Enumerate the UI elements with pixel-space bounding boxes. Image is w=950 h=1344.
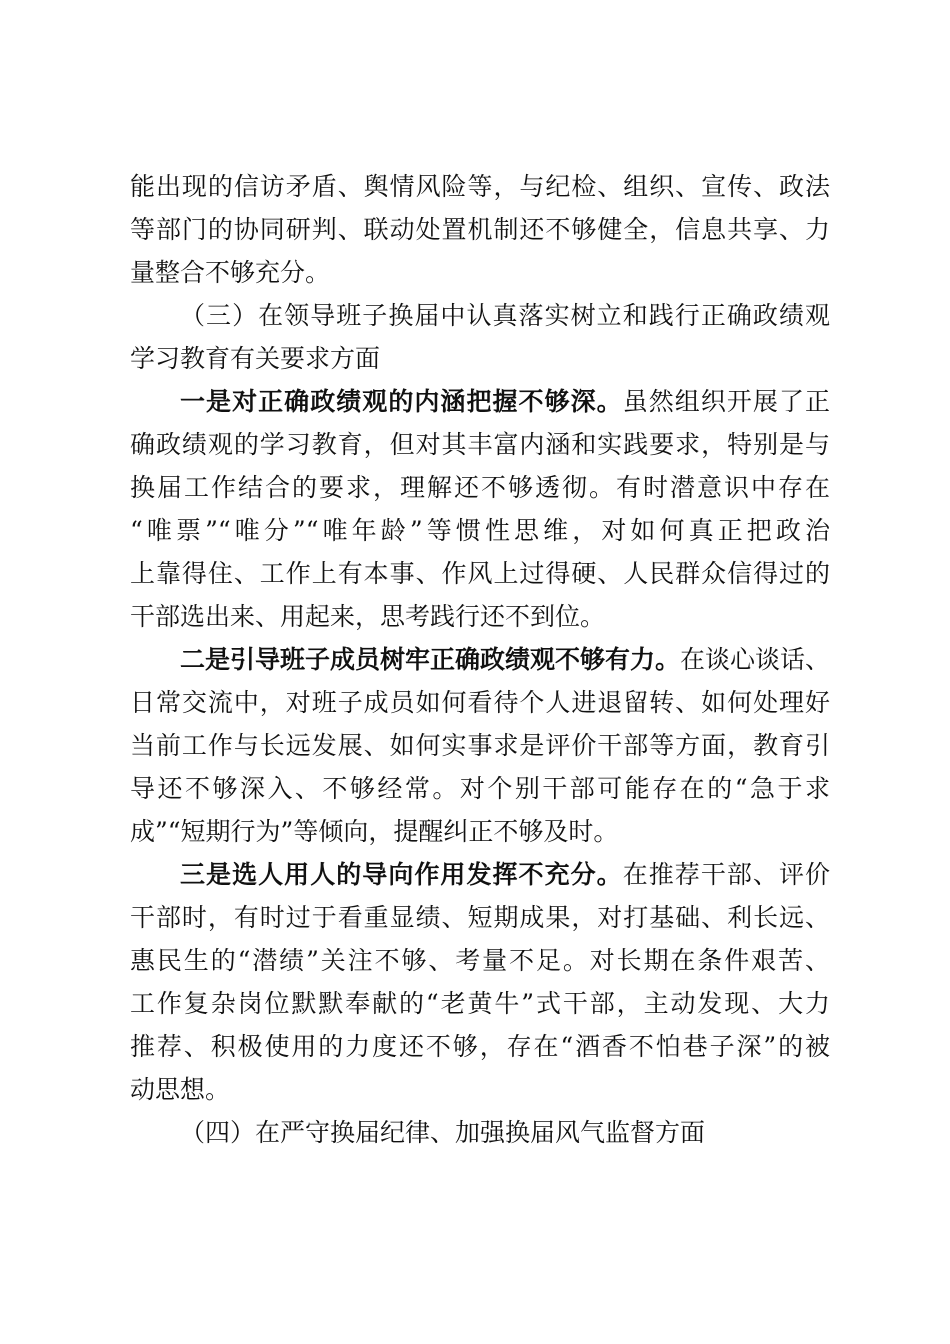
body-text-line: 等部门的协同研判、联动处置机制还不够健全，信息共享、力 — [130, 215, 830, 244]
body-text-line: 干部时，有时过于看重显绩、短期成果，对打基础、利长远、 — [130, 903, 830, 932]
section-heading: （四）在严守换届纪律、加强换届风气监督方面 — [180, 1118, 706, 1147]
body-text-line: 日常交流中，对班子成员如何看待个人进退留转、如何处理好 — [130, 688, 830, 717]
point-one-heading: 一是对正确政绩观的内涵把握不够深。 — [180, 387, 623, 416]
section-heading: （三）在领导班子换届中认真落实树立和践行正确政绩观 — [180, 301, 830, 330]
point-two-line: 二是引导班子成员树牢正确政绩观不够有力。在谈心谈话、 — [180, 645, 831, 674]
body-text-line: 量整合不够充分。 — [130, 258, 331, 287]
body-text-line: 成”“短期行为”等倾向，提醒纠正不够及时。 — [130, 817, 619, 846]
point-three-line: 三是选人用人的导向作用发挥不充分。在推荐干部、评价 — [180, 860, 830, 889]
body-text-line: 当前工作与长远发展、如何实事求是评价干部等方面，教育引 — [130, 731, 830, 760]
body-text-line: 能出现的信访矛盾、舆情风险等，与纪检、组织、宣传、政法 — [130, 172, 830, 201]
body-text-line: 干部选出来、用起来，思考践行还不到位。 — [130, 602, 606, 631]
point-two-heading: 二是引导班子成员树牢正确政绩观不够有力。 — [180, 645, 681, 674]
point-three-heading: 三是选人用人的导向作用发挥不充分。 — [180, 860, 623, 889]
body-text-line: 惠民生的“潜绩”关注不够、考量不足。对长期在条件艰苦、 — [130, 946, 830, 975]
body-text-line: 换届工作结合的要求，理解还不够透彻。有时潜意识中存在 — [130, 473, 830, 502]
body-text-line: 动思想。 — [130, 1075, 231, 1104]
body-text-line: 上靠得住、工作上有本事、作风上过得硬、人民群众信得过的 — [130, 559, 830, 588]
body-text-line: 确政绩观的学习教育，但对其丰富内涵和实践要求，特别是与 — [130, 430, 830, 459]
section-heading-continued: 学习教育有关要求方面 — [130, 344, 381, 373]
point-one-line: 一是对正确政绩观的内涵把握不够深。虽然组织开展了正 — [180, 387, 830, 416]
body-text-line: “唯票”“唯分”“唯年龄”等惯性思维，对如何真正把政治 — [130, 516, 830, 545]
body-text-line: 工作复杂岗位默默奉献的“老黄牛”式干部，主动发现、大力 — [130, 989, 830, 1018]
body-text-line: 导还不够深入、不够经常。对个别干部可能存在的“急于求 — [130, 774, 830, 803]
body-text-line: 推荐、积极使用的力度还不够，存在“酒香不怕巷子深”的被 — [130, 1032, 830, 1061]
